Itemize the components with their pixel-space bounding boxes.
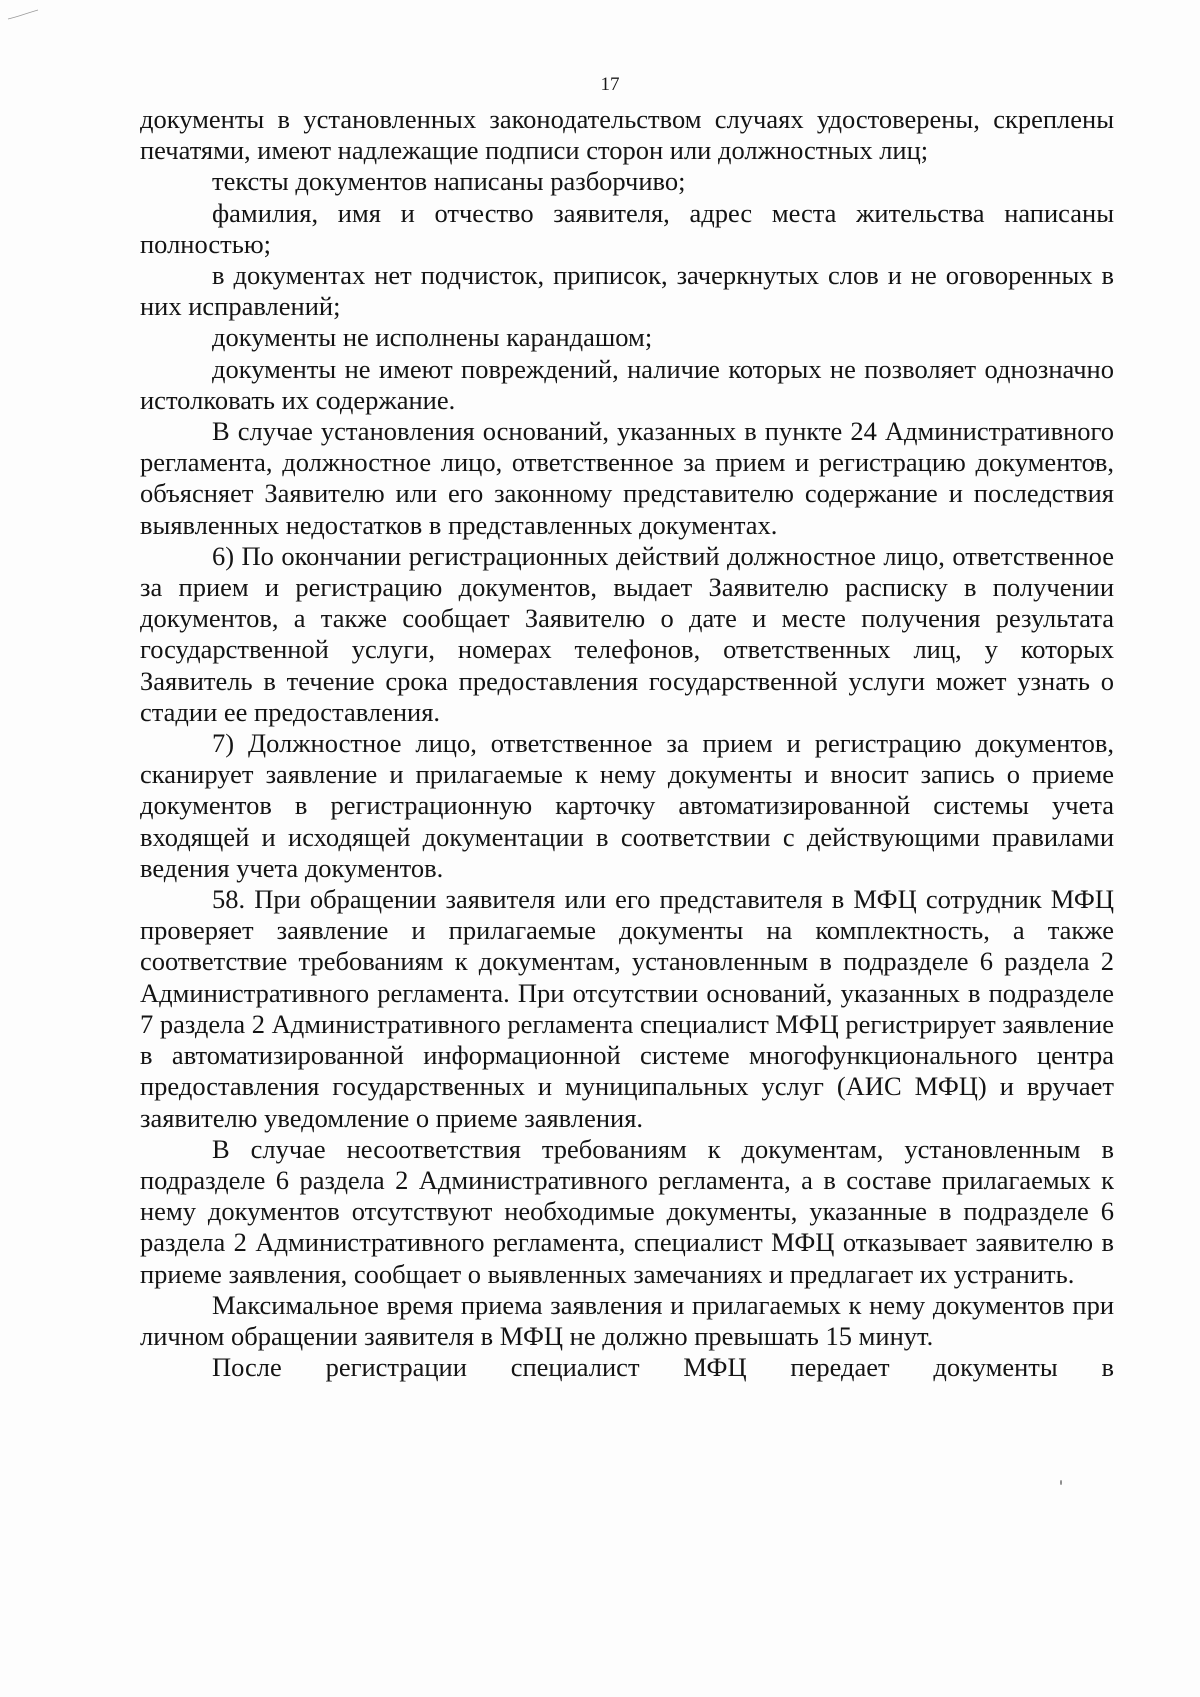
paragraph-grounds-point-24: В случае установления оснований, указанных в пункте 24 Административного регламента, должностное лицо, ответственное за прием и регистрацию документов, объясняет Заявителю или его законному представителю содержание и последствия выявленных недостатков в представленных документах. [140,416,1114,540]
scan-artifact-mark [6,8,40,22]
page-number: 17 [600,74,620,95]
paragraph-58-mfc-check: 58. При обращении заявителя или его представителя в МФЦ сотрудник МФЦ проверяет заявление и прилагаемые документы на комплектность, а также соответствие требованиям к документам, установленным в подразделе 6 раздела 2 Административного регламента. При отсутствии оснований, указанных в подразделе 7 раздела 2 Административного регламента специалист МФЦ регистрирует заявление в автоматизированной информационной системе многофункционального центра предоставления государственных и муниципальных услуг (АИС МФЦ) и вручает заявителю уведомление о приеме заявления. [140,884,1114,1133]
paragraph-documents-certified: документы в установленных законодательством случаях удостоверены, скреплены печатями, имеют надлежащие подписи сторон или должностных лиц; [140,104,1114,166]
paragraph-after-registration: После регистрации специалист МФЦ передает документы в [212,1352,1114,1383]
body-text [140,104,1114,1383]
paragraph-not-pencil: документы не исполнены карандашом; [212,322,653,353]
paragraph-mfc-refusal: В случае несоответствия требованиям к документам, установленным в подразделе 6 раздела 2 Административного регламента, а в составе прилагаемых к нему документов отсутствуют необходимые документы, указанные в подразделе 6 раздела 2 Административного регламента, специалист МФЦ отказывает заявителю в приеме заявления, сообщает о выявленных замечаниях и предлагает их устранить. [140,1133,1114,1289]
scan-speck [1060,1480,1062,1485]
paragraph-max-time: Максимальное время приема заявления и прилагаемых к нему документов при личном обращении заявителя в МФЦ не должно превышать 15 минут. [140,1289,1114,1351]
paragraph-full-name-address: фамилия, имя и отчество заявителя, адрес места жительства написаны полностью; [140,197,1114,259]
paragraph-no-erasures: в документах нет подчисток, приписок, зачеркнутых слов и не оговоренных в них исправлений; [140,260,1114,322]
paragraph-texts-legible: тексты документов написаны разборчиво; [212,166,686,197]
paragraph-item-6-receipt: 6) По окончании регистрационных действий должностное лицо, ответственное за прием и регистрацию документов, выдает Заявителю расписку в получении документов, а также сообщает Заявителю о дате и месте получения результата государственной услуги, номерах телефонов, ответственных лиц, у которых Заявитель в течение срока предоставления государственной услуги может узнать о стадии ее предоставления. [140,540,1114,727]
paragraph-item-7-scanning: 7) Должностное лицо, ответственное за прием и регистрацию документов, сканирует заявление и прилагаемые к нему документы и вносит запись о приеме документов в регистрационную карточку автоматизированной системы учета входящей и исходящей документации в соответствии с действующими правилами ведения учета документов. [140,728,1114,883]
paragraph-no-damage: документы не имеют повреждений, наличие которых не позволяет однозначно истолковать их содержание. [140,353,1114,415]
